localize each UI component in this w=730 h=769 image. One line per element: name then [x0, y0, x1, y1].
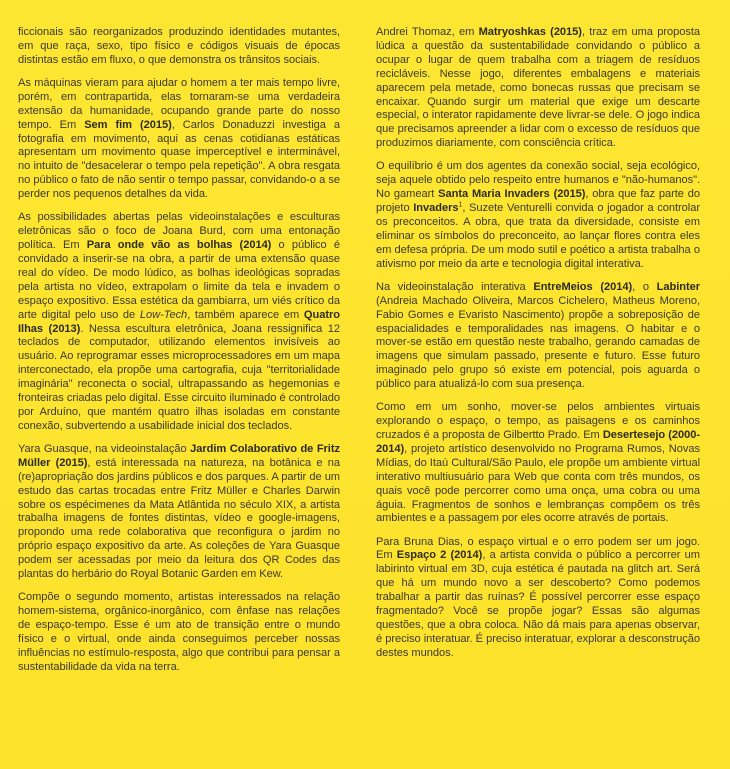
paragraph: O equilíbrio é um dos agentes da conexão social, seja ecológico, seja aquele obtido pelo respeito entre humanos e "não-humanos". No gameart Santa Maria Invaders (2015), obra que faz parte do projeto Invaders$^1$, Suzete Venturelli convida o jogador a controlar os preconceitos. A obra, que trata da diversidade, consiste em eliminar os símbolos do preconceito, ao lançar flores contra eles em defesa própria. De um modo sutil e poético a artista trabalha o ativismo por meio da arte e tecnologia digital interativa. [376, 160, 700, 270]
paragraph: Para Bruna Dias, o espaço virtual e o erro podem ser um jogo. Em Espaço 2 (2014), a artista convida o público a percorrer um labirinto virtual em 3D, cuja estética é pautada na glitch art. Será que há um mundo novo a ser descoberto? Como podemos trabalhar a partir das ruínas? É possível percorrer esse espaço fragmentado? Você se propõe jogar? Essas são algumas questões, que a obra coloca. Não dá mais para apenas observar, é preciso interatuar. É preciso interatuar, explorar a desconstrução destes mundos. [376, 535, 700, 659]
artwork-title: Espaço 2 (2014) [396, 549, 483, 562]
paragraph: ficcionais são reorganizados produzindo identidades mutantes, em que raça, sexo, tipo físico e códigos visuais de épocas distintas estão em fluxo, o que demonstra os trânsitos sociais. [18, 26, 340, 66]
artwork-title: Jardim Colaborativo de Fritz Müller (2015) [18, 442, 340, 469]
paragraph: As possibilidades abertas pelas videoinstalações e esculturas eletrônicas são o foco de Joana Burd, com uma entonação política. Em Para onde vão as bolhas (2014) o público é convidado a inserir-se na obra, a partir de uma extensão quase real do vídeo. De modo lúdico, as bolhas ideológicas sopradas pela artista no vídeo, extrapolam o limite da tela e invadem o espaço expositivo. Essa estética da gambiarra, um viés crítico da arte digital pelo uso de Low-Tech, também aparece em Quatro Ilhas (2013). Nessa escultura eletrônica, Joana ressignifica 12 teclados de computador, utilizando elementos invisíveis ao usuário. Ao reprogramar esses microprocessadores em um mapa interconectado, ela propõe uma cartografia, cuja "territorialidade imaginária" reconecta o social, ultrapassando as hegemonias e fronteiras criadas pelo digital. Esse circuito iluminado é controlado por Arduíno, que mantém quatro ilhas isoladas em constante conexão, subvertendo a usabilidade inicial dos teclados. [18, 211, 340, 432]
emphasis: Low-Tech [139, 308, 188, 321]
artwork-title: Sem fim (2015) [84, 118, 172, 131]
artwork-title: Matryoshkas (2015) [478, 26, 582, 38]
artwork-title: EntreMeios (2014) [533, 280, 633, 293]
artwork-title: Para onde vão as bolhas (2014) [86, 239, 272, 252]
right-column [376, 26, 700, 670]
group-name: Labinter [656, 280, 700, 293]
paragraph: Compõe o segundo momento, artistas interessados na relação homem-sistema, orgânico-inorgânico, com ênfase nas relações de espaço-tempo. Esse é um ato de transição entre o mundo físico e o virtual, onde ainda conseguimos perceber nossas influências no estímulo-resposta, algo que contribui para pensar a sustentabilidade da vida na terra. [18, 591, 340, 673]
artwork-title: Quatro Ilhas (2013) [18, 308, 340, 335]
paragraph: Andrei Thomaz, em Matryoshkas (2015), traz em uma proposta lúdica a questão da sustentabilidade convidando o público a ocupar o lugar de quem trabalha com a triagem de resíduos recicláveis. Nesse jogo, diferentes embalagens e materiais aparecem pela metade, como bonecas russas que precisam se encaixar. Quando surgir um material que exige um descarte especial, o interator rapidamente deve livrar-se dele. O jogo indica que precisamos apreender a lidar com o excesso de resíduos que produzimos diariamente, com consciência crítica. [376, 26, 700, 150]
paragraph: Yara Guasque, na videoinstalação Jardim Colaborativo de Fritz Müller (2015), está interessada na natureza, na botânica e na (re)apropriação dos jardins públicos e dos parques. A partir de um estudo das cartas trocadas entre Fritz Müller e Charles Darwin sobre os espécimenes da Mata Atlântida no século XIX, a artista trabalha imagens de fontes distintas, vídeo e google-imagens, propondo uma rede colaborativa que reconfigura o jardim no próprio espaço expositivo da arte. As coleções de Yara Guasque podem ser acessadas por meio da leitura dos QR Codes das plantas do herbário do Royal Botanic Garden em Kew. [18, 442, 340, 581]
paragraph: Como em um sonho, mover-se pelos ambientes virtuais explorando o espaço, o tempo, as paisagens e os caminhos cruzados é a proposta de Gilbertto Prado. Em Desertesejo (2000-2014), projeto artístico desenvolvido no Programa Rumos, Novas Mídias, do Itaú Cultural/São Paulo, ele propõe um ambiente virtual interativo multiusuário para Web que conta com três mundos, os quais você pode percorrer como uma onça, uma cobra ou uma águia. Fragmentos de sonhos e lembranças compõem os três ambientes e a passagem por eles ocorre através de portais. [376, 401, 700, 525]
artwork-title: Santa Maria Invaders (2015) [438, 188, 586, 201]
paragraph: Na videoinstalação interativa EntreMeios (2014), o Labinter (Andreia Machado Oliveira, Marcos Cichelero, Matheus Moreno, Fabio Gomes e Evaristo Nascimento) propõe a sobreposição de espacialidades e temporalidades nas imagens. O habitar e o mover-se estão em questão neste trabalho, gerando camadas de imagens que simulam passado, presente e futuro. Esse futuro imaginado pelo grupo só existe em potencial, pois aguarda o público para atualizá-lo com sua presença. [376, 280, 700, 391]
footnote-marker: 1 [458, 201, 463, 209]
project-title: Invaders [413, 202, 459, 215]
artwork-title: Desertesejo (2000-2014) [376, 429, 700, 455]
paragraph: As máquinas vieram para ajudar o homem a ter mais tempo livre, porém, em contrapartida, elas tornaram-se uma verdadeira extensão da humanidade, ocupando grande parte do nosso tempo. Em Sem fim (2015), Carlos Donaduzzi investiga a fotografia em movimento, aqui as cenas cotidianas estáticas apresentam um movimento quase imperceptível e interminável, no intuito de "desacelerar o tempo pela repetição". A obra resgata no público o fato de não sentir o tempo passar, convidando-o a se perder nos pequenos detalhes da vida. [18, 76, 340, 201]
left-column [18, 26, 340, 684]
